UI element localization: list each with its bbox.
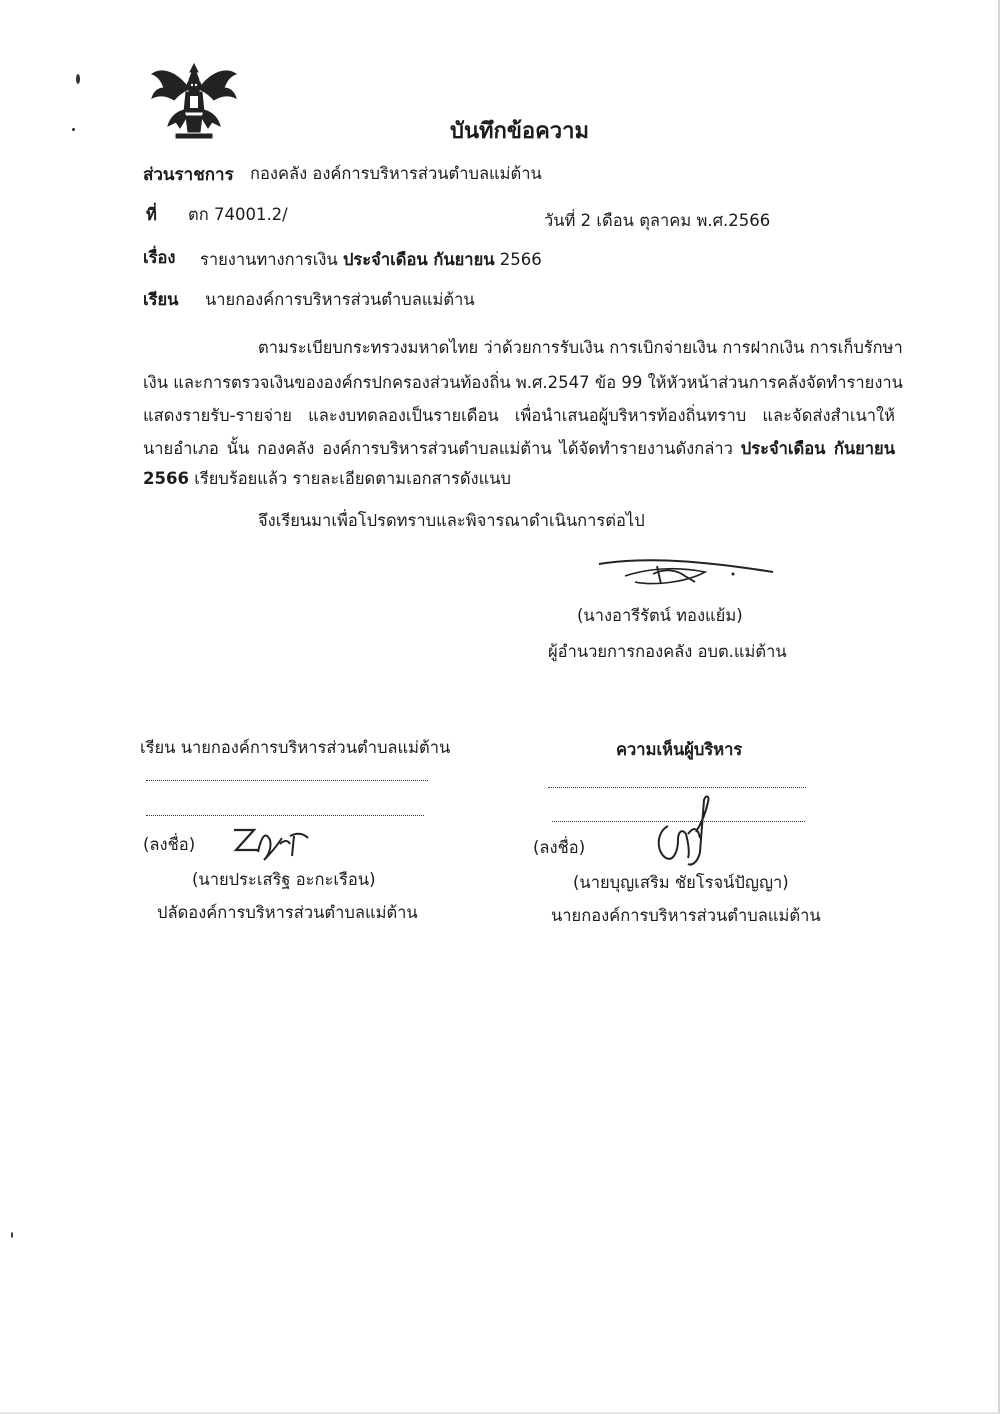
- body-line-5-bold: 2566: [143, 469, 189, 488]
- dept-label: ส่วนราชการ: [143, 165, 234, 185]
- dept-value: กองคลัง องค์การบริหารส่วนตำบลแม่ต้าน: [250, 164, 542, 183]
- scan-speck: [11, 1232, 13, 1238]
- main-signer-name: (นางอารีรัตน์ ทองแย้ม): [577, 606, 743, 625]
- scan-speck: [76, 74, 80, 84]
- right-dotted-line-1: [548, 787, 806, 788]
- left-to-line: เรียน นายกองค์การบริหารส่วนตำบลแม่ต้าน: [140, 738, 451, 757]
- memo-title: บันทึกข้อความ: [450, 119, 590, 144]
- signature-right: [648, 792, 718, 868]
- body-line-4-bold: ประจำเดือน กันยายน: [740, 439, 896, 458]
- body-line-4-text: นายอำเภอ นั้น กองคลัง องค์การบริหารส่วนตำบลแม่ต้าน ได้จัดทำรายงานดังกล่าว: [143, 439, 733, 458]
- subject-month: ประจำเดือน กันยายน: [342, 250, 495, 269]
- right-sign-label: (ลงชื่อ): [533, 838, 586, 857]
- ref-value: ตก 74001.2/: [188, 205, 288, 224]
- left-dotted-line-2: [146, 815, 424, 816]
- garuda-emblem-icon: [146, 60, 242, 142]
- subject-label: เรื่อง: [143, 248, 176, 267]
- left-signer-name: (นายประเสริฐ อะกะเรือน): [192, 870, 376, 889]
- subject-line: [200, 247, 542, 273]
- right-heading: ความเห็นผู้บริหาร: [616, 740, 743, 759]
- memo-date: วันที่ 2 เดือน ตุลาคม พ.ศ.2566: [544, 211, 771, 230]
- scan-speck: [72, 128, 75, 131]
- right-signer-position: นายกองค์การบริหารส่วนตำบลแม่ต้าน: [551, 906, 821, 925]
- body-line-1: ตามระเบียบกระทรวงมหาดไทย ว่าด้วยการรับเงิน การเบิกจ่ายเงิน การฝากเงิน การเก็บรักษา: [258, 338, 903, 357]
- ref-label: ที่: [146, 205, 157, 224]
- left-sign-label: (ลงชื่อ): [143, 835, 196, 854]
- body-line-3: แสดงรายรับ-รายจ่าย และงบทดลองเป็นรายเดือน เพื่อนำเสนอผู้บริหารท้องถิ่นทราบ และจัดส่งสำเนาให้: [143, 406, 895, 425]
- to-label: เรียน: [143, 290, 179, 309]
- left-signer-position: ปลัดองค์การบริหารส่วนตำบลแม่ต้าน: [157, 903, 418, 922]
- right-signer-name: (นายบุญเสริม ชัยโรจน์ปัญญา): [573, 873, 789, 892]
- main-signer-position: ผู้อำนวยการกองคลัง อบต.แม่ต้าน: [548, 642, 787, 661]
- body-line-5: [143, 466, 511, 492]
- body-line-2: เงิน และการตรวจเงินขององค์กรปกครองส่วนท้องถิ่น พ.ศ.2547 ข้อ 99 ให้หัวหน้าส่วนการคลังจัดทำรายงาน: [143, 373, 903, 392]
- signature-left: [228, 822, 318, 866]
- body-line-4: [143, 436, 895, 462]
- to-value: นายกองค์การบริหารส่วนตำบลแม่ต้าน: [205, 290, 475, 309]
- left-dotted-line-1: [146, 780, 428, 781]
- subject-year: 2566: [499, 250, 542, 269]
- closing-line: จึงเรียนมาเพื่อโปรดทราบและพิจารณาดำเนินการต่อไป: [258, 511, 645, 530]
- body-line-5-text: เรียบร้อยแล้ว รายละเอียดตามเอกสารดังแนบ: [194, 469, 511, 488]
- subject-value: รายงานทางการเงิน: [200, 250, 338, 269]
- signature-main: [595, 552, 780, 594]
